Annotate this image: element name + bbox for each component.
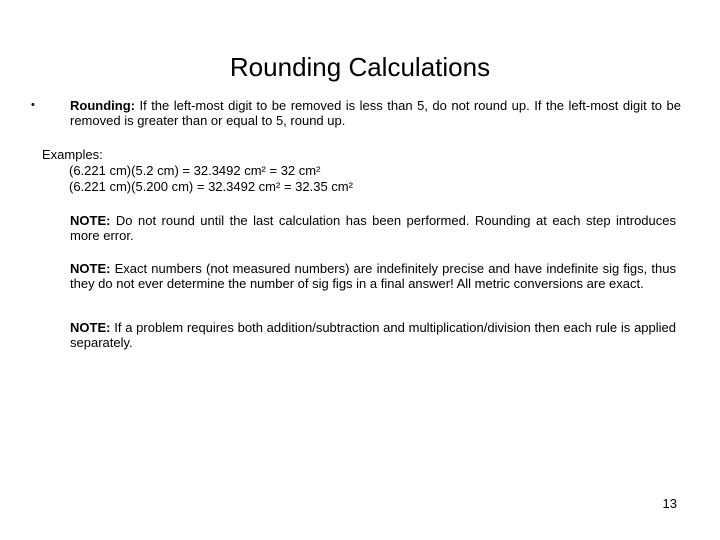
note-label: NOTE: (70, 261, 111, 276)
slide-title: Rounding Calculations (229, 52, 491, 82)
page-number: 13 (662, 496, 677, 511)
note-text: Do not round until the last calculation has been performed. Rounding at each step introduces more error. (70, 213, 676, 243)
rounding-rule-text (70, 98, 681, 128)
note-exact-numbers (70, 261, 676, 291)
note-label: NOTE: (70, 320, 111, 335)
example-line-1: (6.221 cm)(5.2 cm) = 32.3492 cm² = 32 cm² (69, 163, 321, 178)
note-separate-rules (70, 320, 676, 350)
rounding-label: Rounding: (70, 98, 135, 113)
rounding-description: If the left-most digit to be removed is less than 5, do not round up. If the left-most digit to be removed is greater than or equal to 5, round up. (70, 98, 681, 128)
note-text: Exact numbers (not measured numbers) are indefinitely precise and have indefinite sig figs, thus they do not ever determine the number of sig figs in a final answer! All metric conversions are exact. (70, 261, 676, 291)
bullet-marker: • (31, 99, 35, 111)
examples-heading: Examples: (42, 147, 103, 162)
examples-block (42, 147, 682, 195)
note-text: If a problem requires both addition/subtraction and multiplication/division then each rule is applied separately. (70, 320, 676, 350)
rounding-rule-bullet (31, 98, 681, 128)
note-label: NOTE: (70, 213, 111, 228)
example-line-2: (6.221 cm)(5.200 cm) = 32.3492 cm² = 32.35 cm² (69, 179, 353, 194)
note-rounding-timing (70, 213, 676, 243)
